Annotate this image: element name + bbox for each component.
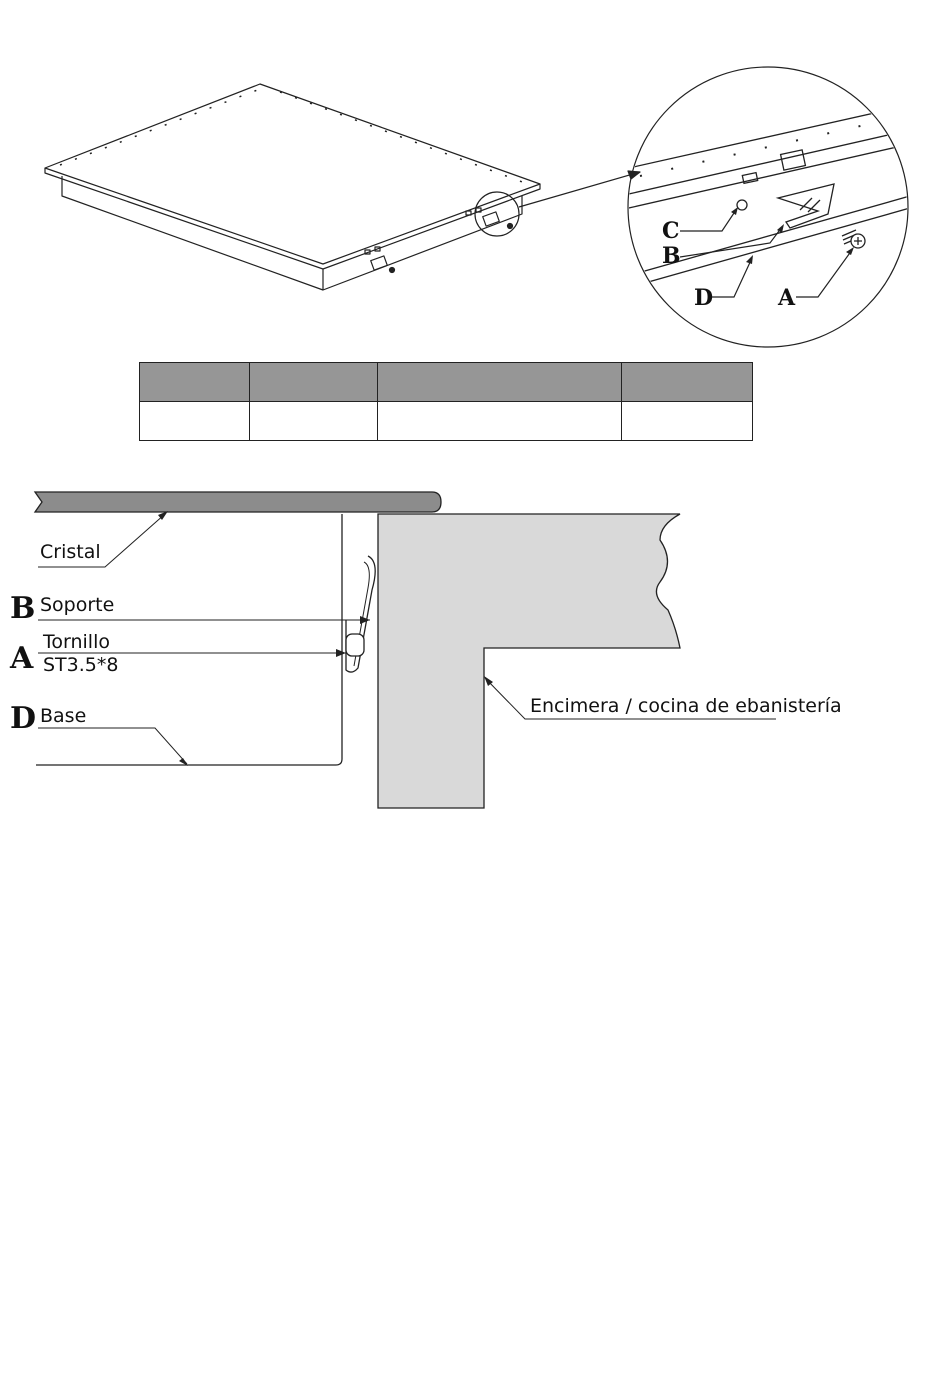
section-letter-d: D bbox=[10, 701, 37, 736]
label-cristal: Cristal bbox=[40, 541, 101, 563]
callout-a: A bbox=[778, 285, 796, 311]
hole-c bbox=[737, 200, 747, 210]
label-base: Base bbox=[40, 705, 87, 727]
table-header-cell bbox=[250, 363, 378, 402]
countertop bbox=[378, 514, 680, 808]
table-row bbox=[140, 402, 753, 441]
label-soporte: Soporte bbox=[40, 594, 115, 616]
label-tornillo-spec: ST3.5*8 bbox=[43, 654, 119, 676]
screw-right bbox=[508, 224, 513, 229]
callout-c: C bbox=[662, 218, 680, 244]
bracket-left bbox=[371, 256, 388, 270]
table-cell bbox=[622, 402, 753, 441]
magnified-detail-circle bbox=[628, 67, 908, 347]
installation-section-figure bbox=[0, 470, 950, 820]
screw-a bbox=[842, 230, 865, 248]
table-cell bbox=[250, 402, 378, 441]
table-header-cell bbox=[378, 363, 622, 402]
hob-isometric-figure bbox=[0, 0, 950, 360]
hob-glass-top bbox=[45, 84, 540, 264]
callout-d: D bbox=[694, 285, 714, 311]
glass-slab bbox=[35, 492, 441, 512]
callout-b: B bbox=[662, 243, 681, 269]
parts-table-header-row bbox=[140, 363, 753, 402]
section-letter-a: A bbox=[10, 641, 34, 676]
label-tornillo: Tornillo bbox=[43, 631, 110, 653]
label-encimera: Encimera / cocina de ebanistería bbox=[530, 695, 842, 717]
bracket-b bbox=[778, 184, 834, 228]
section-letter-b: B bbox=[10, 591, 36, 626]
screw-head bbox=[346, 634, 364, 656]
table-header-cell bbox=[140, 363, 250, 402]
screw-left bbox=[390, 268, 395, 273]
table-cell bbox=[140, 402, 250, 441]
table-cell bbox=[378, 402, 622, 441]
table-header-cell bbox=[622, 363, 753, 402]
parts-table bbox=[139, 362, 753, 441]
